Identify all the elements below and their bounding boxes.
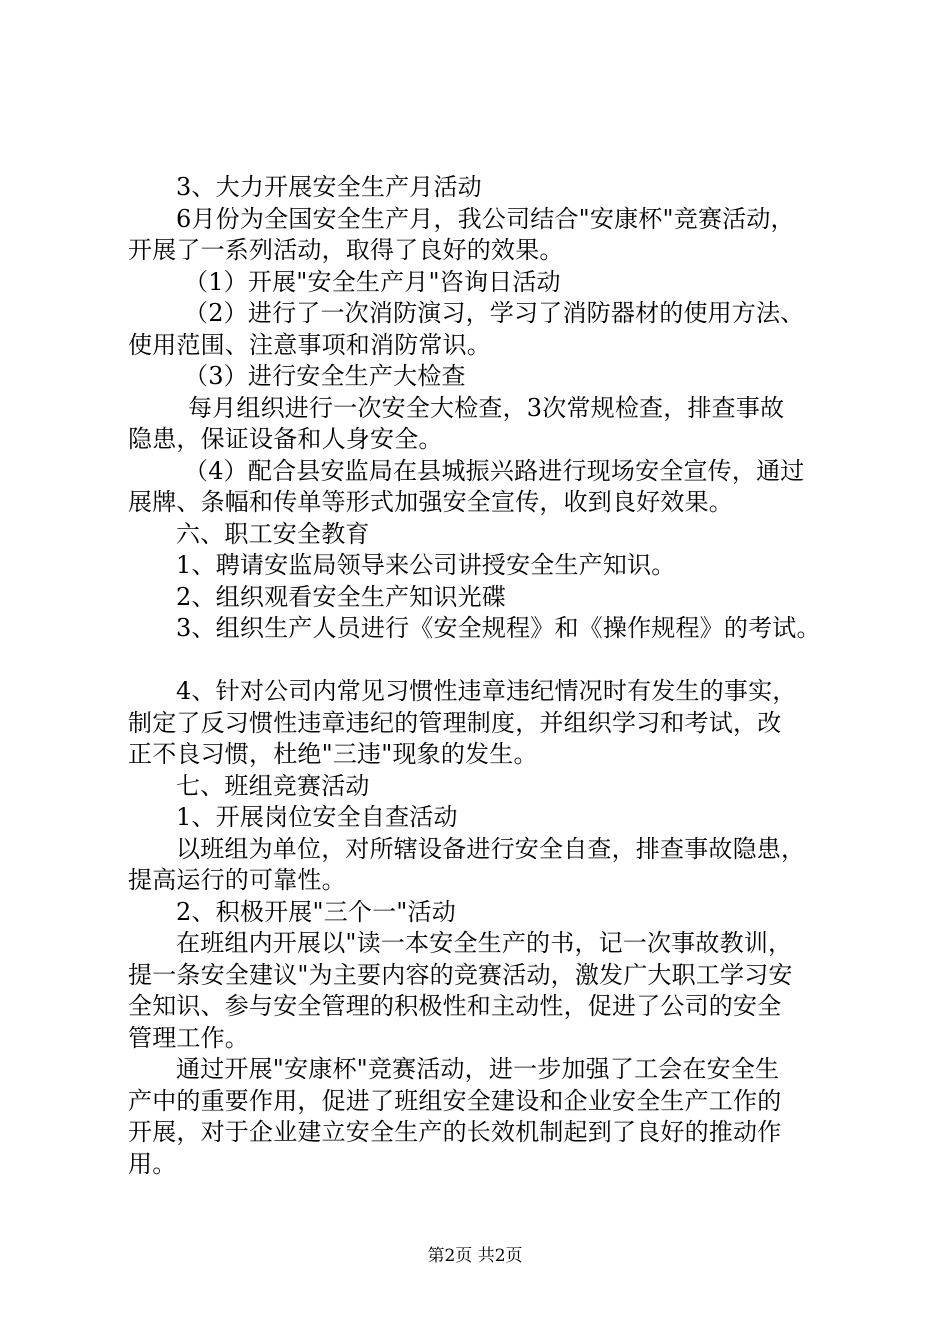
paragraph-line: 展牌、条幅和传单等形式加强安全宣传，收到良好效果。 <box>128 488 733 516</box>
list-item: 3、组织生产人员进行《安全规程》和《操作规程》的考试。 <box>176 614 821 642</box>
paragraph-line: 在班组内开展以"读一本安全生产的书，记一次事故教训， <box>176 929 793 957</box>
list-item: （1）开展"安全生产月"咨询日活动 <box>184 267 561 296</box>
paragraph-line: 制定了反习惯性违章违纪的管理制度，并组织学习和考试，改 <box>128 708 782 737</box>
list-item: 2、组织观看安全生产知识光碟 <box>176 582 507 611</box>
document-body <box>128 172 848 1180</box>
list-item: （3）进行安全生产大检查 <box>184 362 466 390</box>
list-item: 4、针对公司内常见习惯性违章违纪情况时有发生的事实， <box>176 677 797 705</box>
paragraph-line: 开展，对于企业建立安全生产的长效机制起到了良好的推动作 <box>128 1118 782 1146</box>
paragraph-line: 产中的重要作用，促进了班组安全建设和企业安全生产工作的 <box>128 1086 782 1115</box>
list-item: 1、聘请安监局领导来公司讲授安全生产知识。 <box>176 551 676 579</box>
paragraph-line: 正不良习惯，杜绝"三违"现象的发生。 <box>128 740 538 768</box>
paragraph-line: 管理工作。 <box>128 1023 249 1052</box>
list-item: （2）进行了一次消防演习，学习了消防器材的使用方法、 <box>184 299 805 327</box>
section-heading: 六、职工安全教育 <box>176 519 370 548</box>
paragraph-line: 使用范围、注意事项和消防常识。 <box>128 330 491 359</box>
paragraph-line: 6月份为全国安全生产月，我公司结合"安康杯"竞赛活动， <box>176 204 795 233</box>
list-item: 2、积极开展"三个一"活动 <box>176 897 456 926</box>
page-footer: 第2页 共2页 <box>427 1246 523 1266</box>
section-heading: 七、班组竞赛活动 <box>176 771 370 800</box>
paragraph-line: 以班组为单位，对所辖设备进行安全自查，排查事故隐患， <box>176 834 806 863</box>
blank-line <box>128 645 848 677</box>
list-item: （4）配合县安监局在县城振兴路进行现场安全宣传，通过 <box>184 456 805 485</box>
paragraph-line: 每月组织进行一次安全大检查，3次常规检查，排查事故 <box>188 393 785 422</box>
paragraph-line: 用。 <box>128 1149 177 1178</box>
paragraph-line: 提一条安全建议"为主要内容的竞赛活动，激发广大职工学习安 <box>128 960 793 989</box>
paragraph-line: 开展了一系列活动，取得了良好的效果。 <box>128 236 564 264</box>
paragraph-line: 全知识、参与安全管理的积极性和主动性，促进了公司的安全 <box>128 992 782 1020</box>
paragraph-line: 通过开展"安康杯"竞赛活动，进一步加强了工会在安全生 <box>176 1055 780 1083</box>
list-item: 1、开展岗位安全自查活动 <box>176 803 458 831</box>
paragraph-line: 提高运行的可靠性。 <box>128 866 346 894</box>
paragraph-line: 隐患，保证设备和人身安全。 <box>128 425 443 453</box>
section-heading: 3、大力开展安全生产月活动 <box>176 173 482 201</box>
